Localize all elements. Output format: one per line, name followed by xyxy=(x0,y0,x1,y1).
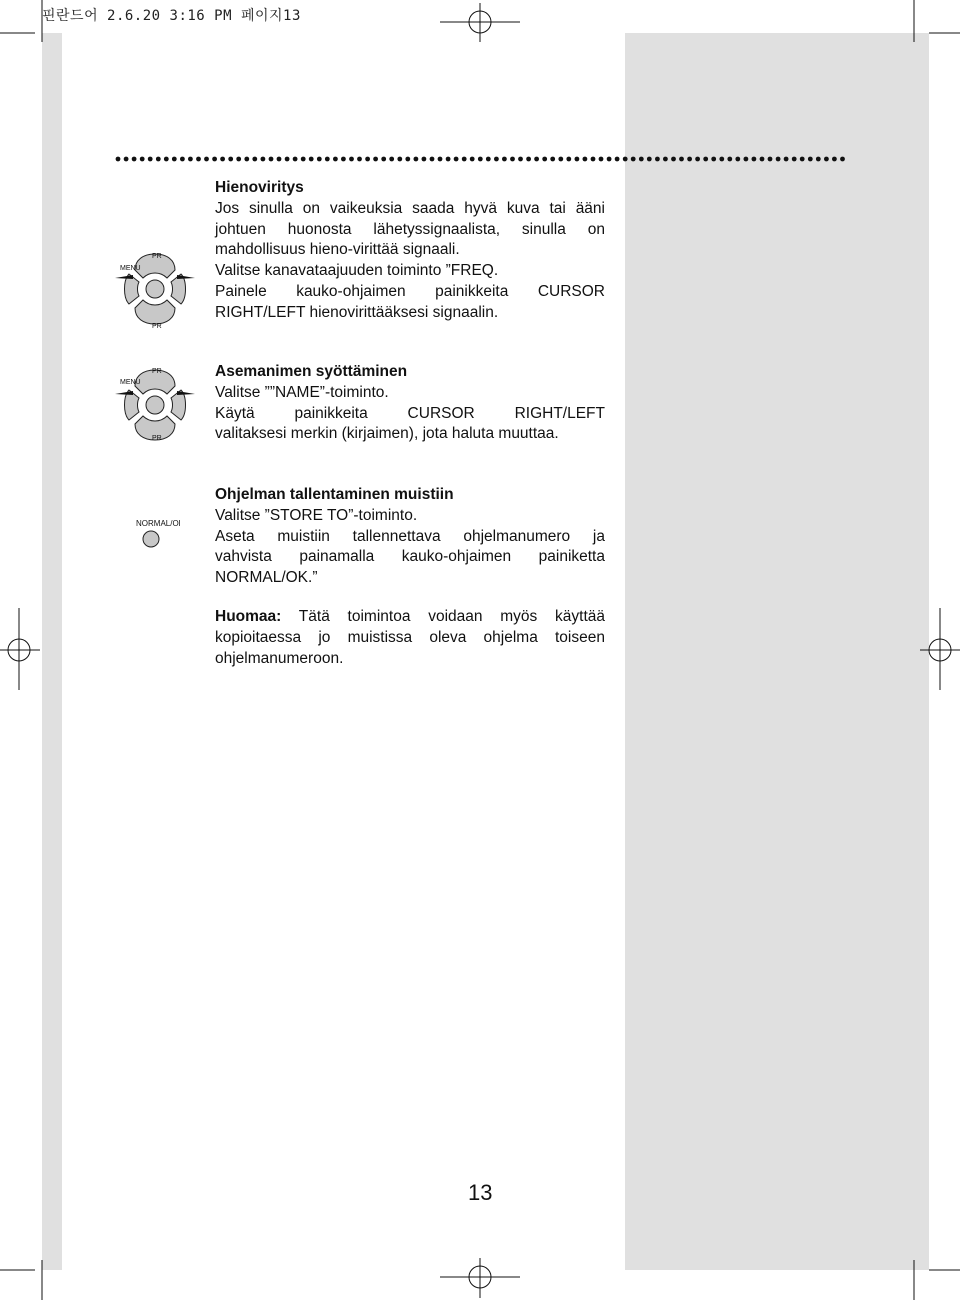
separator-dot xyxy=(639,157,644,162)
body-line: Valitse ””NAME”-toiminto. xyxy=(215,383,389,401)
separator-dot xyxy=(744,157,749,162)
separator-dot xyxy=(309,157,314,162)
separator-dot xyxy=(164,157,169,162)
separator-dot xyxy=(470,157,475,162)
separator-dot xyxy=(575,157,580,162)
body-line: valitaksesi merkin (kirjaimen), jota haluta muuttaa. xyxy=(215,425,559,443)
section-note xyxy=(215,607,605,669)
separator-dot xyxy=(510,157,515,162)
separator-dot xyxy=(116,157,121,162)
separator-dot xyxy=(438,157,443,162)
body-line: RIGHT/LEFT hienovirittääksesi signaalin. xyxy=(215,303,499,321)
separator-dot xyxy=(156,157,161,162)
separator-dot xyxy=(607,157,612,162)
separator-dot xyxy=(679,157,684,162)
section-fine-tuning xyxy=(215,178,605,324)
pr-up-label: PR xyxy=(152,253,162,260)
section-heading: Asemanimen syöttäminen xyxy=(215,363,408,380)
separator-dot xyxy=(373,157,378,162)
cursor-pad-icon xyxy=(115,248,195,335)
separator-dot xyxy=(389,157,394,162)
separator-dot xyxy=(550,157,555,162)
normal-ok-label: NORMAL/OK xyxy=(136,519,180,528)
separator-dot xyxy=(285,157,290,162)
separator-dot xyxy=(687,157,692,162)
separator-dot xyxy=(397,157,402,162)
separator-dot xyxy=(703,157,708,162)
separator-dot xyxy=(760,157,765,162)
separator-dot xyxy=(228,157,233,162)
separator-dot xyxy=(542,157,547,162)
separator-dot xyxy=(808,157,813,162)
body-line: Valitse kanavataajuuden toiminto ”FREQ. xyxy=(215,262,499,280)
section-heading: Ohjelman tallentaminen muistiin xyxy=(215,486,454,503)
separator-dot xyxy=(252,157,257,162)
print-header: 핀란드어 2.6.20 3:16 PM 페이지13 xyxy=(42,8,301,24)
separator-dot xyxy=(446,157,451,162)
note-first-line xyxy=(215,607,605,628)
separator-dot xyxy=(180,157,185,162)
normal-ok-button-icon xyxy=(130,514,180,561)
separator-dot xyxy=(325,157,330,162)
separator-dot xyxy=(566,157,571,162)
separator-dot xyxy=(631,157,636,162)
separator-dot xyxy=(599,157,604,162)
separator-dot xyxy=(591,157,596,162)
body-line: NORMAL/OK.” xyxy=(215,569,318,587)
separator-dot xyxy=(357,157,362,162)
separator-dot xyxy=(293,157,298,162)
body-line: vahvista painamalla kauko-ohjaimen painiketta xyxy=(215,548,605,566)
separator-dot xyxy=(317,157,322,162)
separator-dot xyxy=(381,157,386,162)
dotted-separator xyxy=(115,152,845,164)
body-line: Painele kauko-ohjaimen painikkeita CURSOR xyxy=(215,282,605,300)
separator-dot xyxy=(623,157,628,162)
separator-dot xyxy=(832,157,837,162)
separator-dot xyxy=(671,157,676,162)
separator-dot xyxy=(792,157,797,162)
separator-dot xyxy=(148,157,153,162)
separator-dot xyxy=(526,157,531,162)
separator-dot xyxy=(583,157,588,162)
separator-dot xyxy=(261,157,266,162)
separator-dot xyxy=(414,157,419,162)
separator-dot xyxy=(647,157,652,162)
section-store-program xyxy=(215,485,605,589)
separator-dot xyxy=(752,157,757,162)
separator-dot xyxy=(188,157,193,162)
separator-dot xyxy=(204,157,209,162)
separator-dot xyxy=(132,157,137,162)
separator-dot xyxy=(124,157,129,162)
separator-dot xyxy=(719,157,724,162)
separator-dot xyxy=(768,157,773,162)
body-line: Käytä painikkeita CURSOR RIGHT/LEFT xyxy=(215,404,605,422)
separator-dot xyxy=(405,157,410,162)
body-line: Jos sinulla on vaikeuksia saada hyvä kuva tai ääni xyxy=(215,199,605,217)
section-heading: Hienoviritys xyxy=(215,179,304,196)
separator-dot xyxy=(462,157,467,162)
separator-dot xyxy=(349,157,354,162)
separator-dot xyxy=(824,157,829,162)
body-line: ohjelmanumeroon. xyxy=(215,649,344,667)
separator-dot xyxy=(518,157,523,162)
separator-dot xyxy=(301,157,306,162)
menu-label: MENU xyxy=(120,265,141,272)
cursor-pad-icon xyxy=(115,364,195,451)
separator-dot xyxy=(341,157,346,162)
menu-label: MENU xyxy=(120,379,141,386)
separator-dot xyxy=(220,157,225,162)
separator-dot xyxy=(800,157,805,162)
separator-dot xyxy=(277,157,282,162)
separator-dot xyxy=(735,157,740,162)
separator-dot xyxy=(140,157,145,162)
separator-dot xyxy=(840,157,845,162)
separator-dot xyxy=(478,157,483,162)
separator-dot xyxy=(333,157,338,162)
separator-dot xyxy=(172,157,177,162)
pr-up-label: PR xyxy=(152,368,162,375)
separator-dot xyxy=(494,157,499,162)
separator-dot xyxy=(244,157,249,162)
separator-dot xyxy=(784,157,789,162)
separator-dot xyxy=(655,157,660,162)
separator-dot xyxy=(502,157,507,162)
separator-dot xyxy=(422,157,427,162)
page-number: 13 xyxy=(468,1180,493,1205)
body-line: Aseta muistiin tallennettava ohjelmanumero ja xyxy=(215,527,605,545)
section-station-name xyxy=(215,362,605,445)
separator-dot xyxy=(695,157,700,162)
separator-dot xyxy=(269,157,274,162)
pr-down-label: PR xyxy=(152,323,162,330)
separator-dot xyxy=(711,157,716,162)
separator-dot xyxy=(454,157,459,162)
separator-dot xyxy=(558,157,563,162)
separator-dot xyxy=(615,157,620,162)
note-label: Huomaa: xyxy=(215,608,282,625)
body-line: mahdollisuus hieno-virittää signaali. xyxy=(215,241,460,259)
separator-dot xyxy=(776,157,781,162)
separator-dot xyxy=(486,157,491,162)
body-line: johtuen huonosta lähetyssignaalista, sinulla on xyxy=(215,220,605,238)
separator-dot xyxy=(196,157,201,162)
body-line: Valitse ”STORE TO”-toiminto. xyxy=(215,506,418,524)
body-line: kopioitaessa jo muistissa oleva ohjelma toiseen xyxy=(215,628,605,646)
separator-dot xyxy=(663,157,668,162)
note-text: Tätä toimintoa voidaan myös käyttää xyxy=(281,608,605,625)
separator-dot xyxy=(727,157,732,162)
separator-dot xyxy=(816,157,821,162)
separator-dot xyxy=(212,157,217,162)
separator-dot xyxy=(236,157,241,162)
separator-dot xyxy=(430,157,435,162)
separator-dot xyxy=(365,157,370,162)
pr-down-label: PR xyxy=(152,435,162,442)
separator-dot xyxy=(534,157,539,162)
